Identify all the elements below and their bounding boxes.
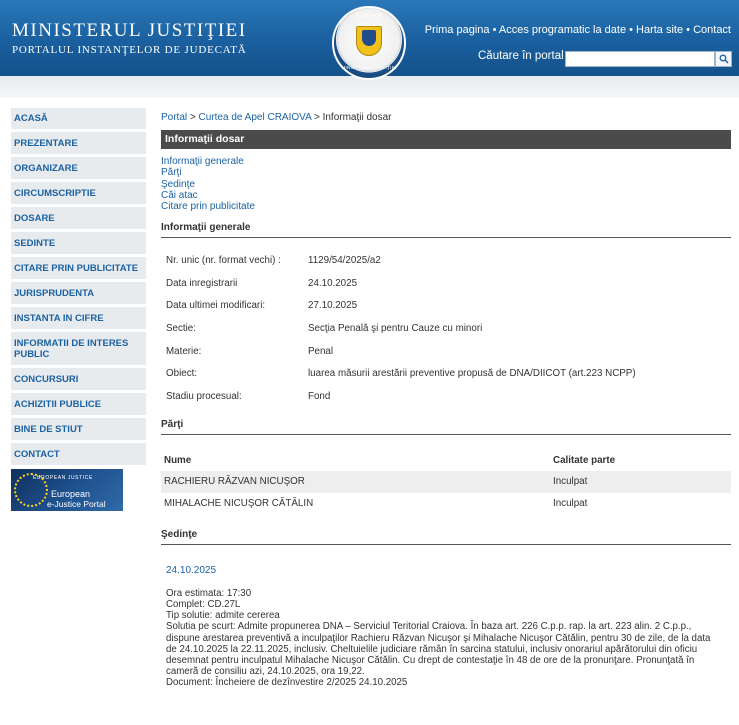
top-links — [425, 24, 731, 36]
search-input[interactable] — [565, 51, 715, 67]
sedinta-date: 24.10.2025 — [166, 564, 217, 576]
sidebar-item-interes-public[interactable]: INFORMATII DE INTERES PUBLIC — [11, 332, 146, 365]
sidebar-item-jurisprudenta[interactable]: JURISPRUDENTA — [11, 282, 146, 304]
sedinta-tip-solutie: Tip solutie: admite cererea — [166, 610, 280, 622]
anchor-citare[interactable]: Citare prin publicitate — [161, 201, 255, 213]
info-row — [166, 340, 731, 363]
info-value: Fond — [308, 390, 331, 402]
info-value: 27.10.2025 — [308, 300, 358, 312]
sedinta-entry — [166, 565, 731, 689]
general-heading: Informaţii generale — [161, 222, 731, 238]
sedinta-solutie-line: Solutia pe scurt: Admite propunerea DNA – Serviciul Teritorial Craiova. În baza art. 226 C.p.p. rap. la art. 223 alin. 2 C.p.p., — [166, 621, 692, 633]
link-separator: • — [489, 24, 499, 36]
sedinta-solutie-line: dispune arestarea preventivă a inculpaţilor Rachieru Răzvan Nicuşor şi Mihalache Nicuşor Cătălin, pentru 30 de zile, de la data — [166, 632, 711, 644]
link-contact[interactable]: Contact — [693, 24, 731, 36]
search-label: Căutare în portal — [478, 50, 564, 62]
party-name: MIHALACHE NICUŞOR CĂTĂLIN — [164, 498, 314, 510]
info-row — [166, 295, 731, 318]
eu-banner-line1: European — [51, 489, 91, 499]
link-separator: • — [626, 24, 637, 36]
parti-heading: Părţi — [161, 419, 731, 435]
search-button[interactable] — [715, 51, 732, 67]
parti-table-header — [164, 451, 731, 471]
link-prima-pagina[interactable]: Prima pagina — [424, 24, 490, 36]
info-label: Materie: — [166, 345, 202, 357]
table-row — [161, 493, 731, 515]
general-info-table — [166, 249, 731, 407]
eu-banner-small: EUROPEAN JUSTICE — [33, 475, 93, 481]
info-row — [166, 362, 731, 385]
link-harta-site[interactable]: Harta site — [636, 24, 684, 36]
sidebar-item-prezentare[interactable]: PREZENTARE — [11, 132, 146, 154]
info-label: Data ultimei modificari: — [166, 300, 266, 312]
info-label: Obiect: — [166, 368, 198, 380]
eagle-icon — [362, 30, 376, 46]
sedinta-solutie-line: desemnat pentru inculpatul Mihalache Nicuşor Cătălin. Cu drept de contestaţie în 48 de ore de la pronunţare. Pronunţată în — [166, 655, 695, 667]
info-value: luarea măsurii arestării preventive propusă de DNA/DIICOT (art.223 NCPP) — [308, 368, 636, 380]
emblem-top-text: ROMANIA — [355, 13, 383, 19]
sidebar-item-instanta-in-cifre[interactable]: INSTANTA IN CIFRE — [11, 307, 146, 329]
info-row — [166, 272, 731, 295]
sidebar-item-organizare[interactable]: ORGANIZARE — [11, 157, 146, 179]
search-icon — [719, 54, 729, 64]
anchor-links — [161, 156, 731, 212]
info-label: Nr. unic (nr. format vechi) : — [166, 255, 281, 267]
sidebar-item-concursuri[interactable]: CONCURSURI — [11, 368, 146, 390]
info-label: Data inregistrarii — [166, 277, 238, 289]
info-value: 24.10.2025 — [308, 277, 358, 289]
sidebar-item-citare[interactable]: CITARE PRIN PUBLICITATE — [11, 257, 146, 279]
party-name: RACHIERU RĂZVAN NICUŞOR — [164, 476, 305, 488]
breadcrumb-portal[interactable]: Portal — [161, 112, 188, 123]
sedinta-complet: Complet: CD.27L — [166, 599, 241, 611]
sidebar-item-dosare[interactable]: DOSARE — [11, 207, 146, 229]
col-header-nume: Nume — [164, 455, 192, 467]
info-value: 1129/54/2025/a2 — [308, 255, 381, 267]
info-row — [166, 385, 731, 408]
sidebar-item-sedinte[interactable]: SEDINTE — [11, 232, 146, 254]
party-role: Inculpat — [553, 476, 588, 488]
breadcrumb-separator: > — [187, 112, 199, 123]
breadcrumb-separator: > — [311, 112, 323, 123]
sidebar-item-circumscriptie[interactable]: CIRCUMSCRIPTIE — [11, 182, 146, 204]
col-header-calitate: Calitate parte — [553, 455, 616, 467]
eu-banner-line2: e-Justice Portal — [47, 499, 106, 509]
link-acces-programatic[interactable]: Acces programatic la date — [498, 24, 627, 36]
emblem-bottom-text: MINISTERUL JUSTIŢIEI — [341, 65, 397, 70]
breadcrumb — [161, 112, 731, 126]
sedinte-heading: Şedinţe — [161, 529, 731, 545]
sidebar-nav — [11, 108, 146, 511]
sedinta-solutie-line: de 24.10.2025 la 22.11.2025, inclusiv. Cheltuielile judiciare rămân în sarcina statului, inclusiv onorariul apărătorului din oficiu — [166, 643, 698, 655]
info-label: Sectie: — [166, 323, 196, 335]
main-content — [161, 108, 731, 689]
parti-table — [161, 451, 731, 515]
sidebar-item-bine-de-stiut[interactable]: BINE DE STIUT — [11, 418, 146, 440]
site-subtitle: PORTALUL INSTANŢELOR DE JUDECATĂ — [12, 44, 247, 56]
page-title: Informaţii dosar — [161, 130, 731, 149]
info-value: Secţia Penală şi pentru Cauze cu minori — [308, 323, 483, 335]
sedinta-document: Document: Încheiere de dezînvestire 2/2025 24.10.2025 — [166, 677, 408, 689]
sidebar-item-achizitii[interactable]: ACHIZITII PUBLICE — [11, 393, 146, 415]
info-value: Penal — [308, 345, 334, 357]
sidebar-item-contact[interactable]: CONTACT — [11, 443, 146, 465]
anchor-informatii-generale[interactable]: Informaţii generale — [161, 156, 244, 167]
table-row — [161, 471, 731, 493]
anchor-cai-atac[interactable]: Căi atac — [161, 189, 198, 201]
anchor-sedinte[interactable]: Şedinţe — [161, 178, 195, 190]
link-separator: • — [683, 24, 694, 36]
sidebar-item-acasa[interactable]: ACASĂ — [11, 108, 146, 129]
e-justice-banner[interactable] — [11, 469, 123, 511]
site-title[interactable]: MINISTERUL JUSTIŢIEI — [12, 20, 247, 41]
info-row — [166, 317, 731, 340]
party-role: Inculpat — [553, 498, 588, 510]
sedinta-solutie-line: cameră de consiliu azi, 24.10.2025, ora 19,22. — [166, 666, 365, 678]
info-row — [166, 249, 731, 272]
anchor-parti[interactable]: Părţi — [161, 167, 182, 179]
breadcrumb-current: Informaţii dosar — [322, 112, 392, 123]
info-label: Stadiu procesual: — [166, 390, 242, 402]
sedinta-ora: Ora estimata: 17:30 — [166, 587, 252, 599]
breadcrumb-curtea[interactable]: Curtea de Apel CRAIOVA — [198, 112, 312, 123]
